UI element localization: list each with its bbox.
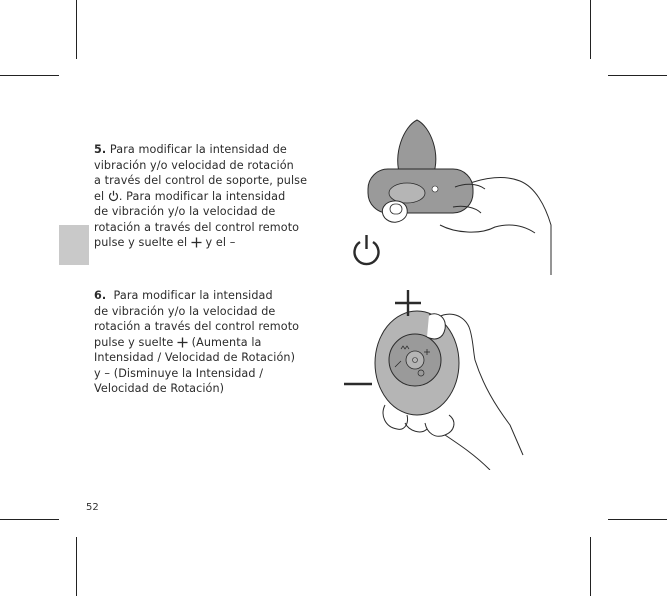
text-line: de vibración y/o la velocidad de [94, 304, 276, 318]
crop-mark [0, 75, 59, 76]
text-line: vibración y/o velocidad de rotación [94, 158, 294, 172]
text-line: a través del control de soporte, pulse [94, 174, 308, 187]
text-line: Para modificar la intensidad [113, 289, 273, 302]
text-line: de vibración y/o la velocidad de [94, 205, 276, 218]
step-number: 5. [94, 143, 107, 156]
plus-icon [191, 237, 202, 248]
text-line: y – (Disminuye la Intensidad / [94, 366, 264, 380]
crop-mark [608, 75, 667, 76]
text-line: y el – [205, 236, 236, 249]
step-5-instructions [94, 142, 326, 251]
text-line: pulse y suelte [94, 335, 174, 349]
text-line: Para modificar la intensidad de [109, 143, 287, 156]
plus-icon [394, 289, 422, 317]
text-line: pulse y suelte el [94, 236, 188, 249]
text-line: . Para modificar la intensidad [118, 189, 286, 203]
step-number: 6. [94, 289, 107, 302]
crop-mark [76, 537, 77, 596]
power-icon [108, 190, 119, 202]
power-icon [351, 233, 382, 267]
crop-mark [590, 0, 591, 59]
crop-mark [76, 0, 77, 59]
plus-icon [177, 337, 188, 348]
text-line: rotación a través del control remoto [94, 320, 300, 333]
minus-icon [343, 381, 373, 387]
illustration-remote-control [365, 305, 525, 470]
text-line: (Aumenta la [191, 335, 262, 349]
crop-mark [608, 519, 667, 520]
crop-mark [590, 537, 591, 596]
crop-mark [0, 519, 59, 520]
section-tab [59, 225, 89, 265]
step-6-instructions [94, 288, 326, 397]
page-number: 52 [86, 502, 99, 513]
text-line: Intensidad / Velocidad de Rotación) [94, 351, 296, 364]
text-line: Velocidad de Rotación) [94, 382, 225, 395]
text-line: el [94, 189, 105, 203]
text-line: rotación a través del control remoto [94, 220, 300, 234]
